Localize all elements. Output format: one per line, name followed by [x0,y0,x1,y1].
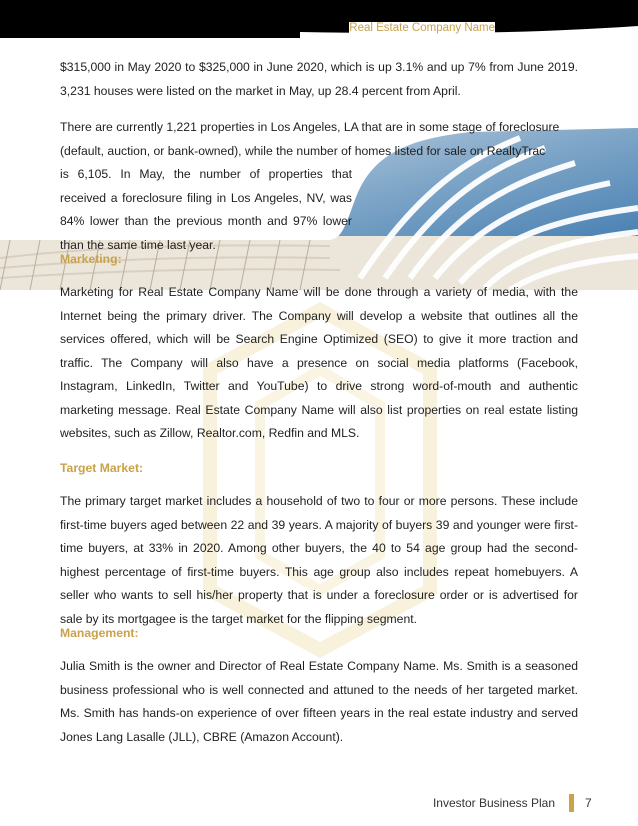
foreclosure-line-6: than the same time last year. [60,237,216,252]
header-title: Real Estate Company Name [349,22,495,34]
target-market-heading: Target Market: [60,461,144,475]
foreclosure-paragraph [60,116,578,257]
page-number: 7 [585,796,592,810]
foreclosure-line-4: received a foreclosure filing in Los Angeles, NV, was [60,190,352,205]
footer-divider [569,794,574,812]
foreclosure-line-2: (default, auction, or bank-owned), while the number of homes listed for sale on RealtyTrac [60,143,546,158]
foreclosure-line-5: 84% lower than the previous month and 97% lower [60,214,352,228]
management-paragraph: Julia Smith is the owner and Director of Real Estate Company Name. Ms. Smith is a seasoned business professional who is well connected and attuned to the needs of her targeted market. Ms. Smith has hands-on experience of over fifteen years in the real estate industry and served Jones Lang Lasalle (JLL), CBRE (Amazon Account). [60,659,578,744]
target-market-paragraph: The primary target market includes a household of two to four or more persons. These include first-time buyers aged between 22 and 39 years. A majority of buyers 39 and younger were first-time buyers, at 33% in 2020. Among other buyers, the 40 to 54 age group had the second-highest percentage of first-time buyers. This age group also includes repeat homebuyers. A seller who wants to sell his/her property that is under a foreclosure order or is advertised for sale by its mortgagee is the target market for the flipping segment. [60,494,578,626]
management-heading: Management: [60,626,139,640]
header-band [0,0,638,48]
foreclosure-line-3: is 6,105. In May, the number of properties that [60,167,352,181]
intro-paragraph: $315,000 in May 2020 to $325,000 in June 2020, which is up 3.1% and up 7% from June 2019. 3,231 houses were listed on the market in May, up 28.4 percent from April. [60,60,578,98]
marketing-heading: Marketing: [60,252,122,266]
footer-label: Investor Business Plan [432,796,555,810]
foreclosure-line-1: There are currently 1,221 properties in Los Angeles, LA that are in some stage of foreclosure [60,120,560,134]
marketing-paragraph: Marketing for Real Estate Company Name will be done through a variety of media, with the Internet being the primary driver. The Company will develop a website that outlines all the services offered, which will be Search Engine Optimized (SEO) to give it more traction and traffic. The Company will also have a presence on social media platforms (Facebook, Instagram, LinkedIn, Twitter and YouTube) to drive strong word-of-mouth and authentic marketing message. Real Estate Company Name will also list properties on real estate listing websites, such as Zillow, Realtor.com, Redfin and MLS. [60,285,578,440]
